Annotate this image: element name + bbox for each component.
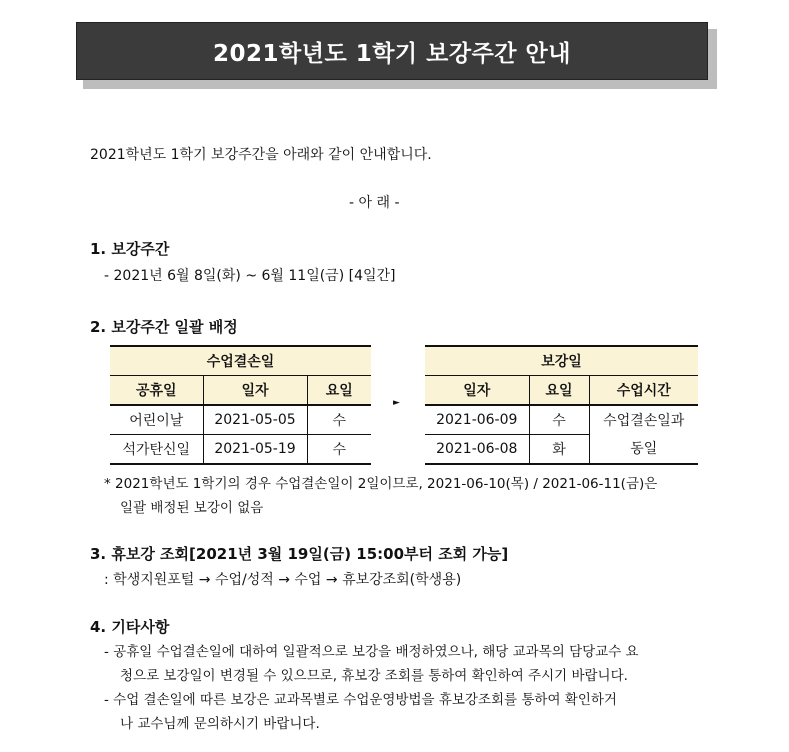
class-time-line1: 수업결손일과 [603,412,685,429]
cell-date: 2021-05-19 [203,435,307,465]
cell-date: 2021-05-05 [203,405,307,435]
makeup-table [425,345,698,465]
col-header-date: 일자 [425,376,529,406]
cell-weekday: 수 [307,435,371,465]
section4-item2-line2: 나 교수님께 문의하시기 바랍니다. [120,716,320,732]
col-header-holiday: 공휴일 [110,376,203,406]
class-time-line2: 동일 [630,440,658,457]
section3-heading: 3. 휴보강 조회[2021년 3월 19일(금) 15:00부터 조회 가능] [90,545,509,563]
col-header-class-time: 수업시간 [589,376,698,406]
cell-holiday: 석가탄신일 [110,435,203,465]
absence-caption: 수업결손일 [110,346,371,376]
makeup-caption: 보강일 [425,346,698,376]
cell-weekday: 수 [529,405,589,435]
cell-class-time [589,405,698,464]
col-header-weekday: 요일 [307,376,371,406]
cell-date: 2021-06-08 [425,435,529,465]
section4-heading: 4. 기타사항 [90,618,170,636]
section2-note-line2: 일괄 배정된 보강이 없음 [120,500,264,516]
section4-item2-line1: - 수업 결손일에 따른 보강은 교과목별로 수업운영방법을 휴보강조회를 통하여 확인하거 [104,692,617,708]
intro-text: 2021학년도 1학기 보강주간을 아래와 같이 안내합니다. [90,147,432,163]
section4-item1-line1: - 공휴일 수업결손일에 대하여 일괄적으로 보강을 배정하였으나, 해당 교과목의 담당교수 요 [104,644,639,660]
section1-line: - 2021년 6월 8일(화) ~ 6월 11일(금) [4일간] [104,268,396,284]
section2-heading: 2. 보강주간 일괄 배정 [90,318,238,336]
cell-date: 2021-06-09 [425,405,529,435]
col-header-date: 일자 [203,376,307,406]
page-title: 2021학년도 1학기 보강주간 안내 [76,22,708,80]
section3-line: : 학생지원포털 → 수업/성적 → 수업 → 휴보강조회(학생용) [104,572,462,588]
table-row [110,405,371,435]
section2-note-line1: * 2021학년도 1학기의 경우 수업결손일이 2일이므로, 2021-06-10(목) / 2021-06-11(금)은 [104,476,658,492]
cell-holiday: 어린이날 [110,405,203,435]
section1-heading: 1. 보강주간 [90,240,170,258]
section4-item1-line2: 청으로 보강일이 변경될 수 있으므로, 휴보강 조회를 통하여 확인하여 주시기 바랍니다. [120,668,628,684]
cell-weekday: 수 [307,405,371,435]
cell-weekday: 화 [529,435,589,465]
arrow-right-icon: ► [393,398,400,408]
notice-label: - 아 래 - [349,195,400,211]
col-header-weekday: 요일 [529,376,589,406]
table-row [425,405,698,435]
table-row [110,435,371,465]
absence-table [110,345,371,465]
